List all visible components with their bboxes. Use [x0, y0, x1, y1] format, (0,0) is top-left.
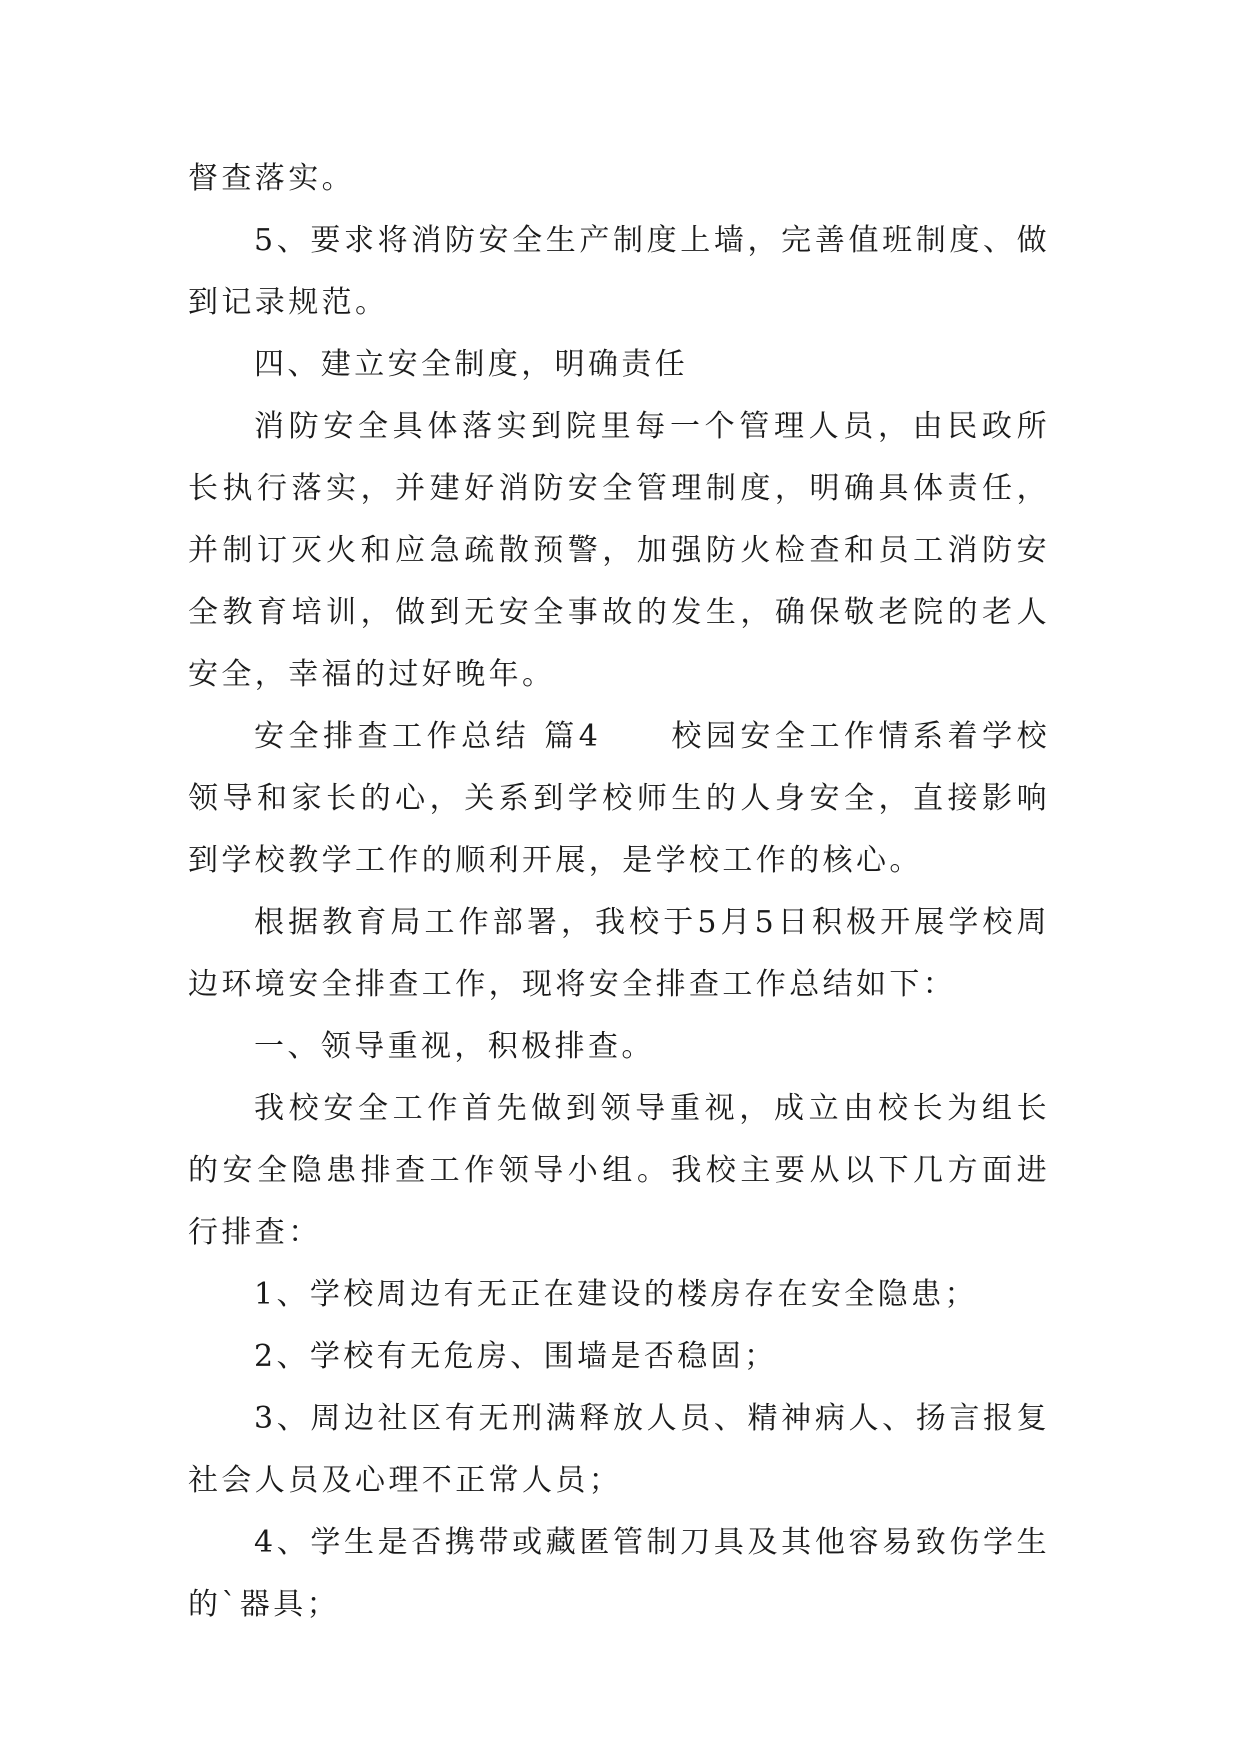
section-heading-4: 四、建立安全制度，明确责任: [254, 347, 689, 382]
document-body: [188, 148, 1050, 1636]
list-item-1: 1、学校周边有无正在建设的楼房存在安全隐患；: [254, 1277, 978, 1312]
list-item-2: 2、学校有无危房、围墙是否稳固；: [254, 1339, 778, 1374]
paragraph-continuation: 督查落实。: [188, 161, 355, 196]
section-heading-1: 一、领导重视，积极排查。: [254, 1029, 655, 1064]
paragraph-summary-intro: 安全排查工作总结 篇4 校园安全工作情系着学校领导和家长的心，关系到学校师生的人身安全，直接影响到学校教学工作的顺利开展，是学校工作的核心。: [188, 719, 1050, 878]
paragraph-item-5: 5、要求将消防安全生产制度上墙，完善值班制度、做到记录规范。: [188, 223, 1050, 320]
list-item-4: 4、学生是否携带或藏匿管制刀具及其他容易致伤学生的`器具；: [188, 1525, 1050, 1622]
paragraph-fire-safety: 消防安全具体落实到院里每一个管理人员，由民政所长执行落实，并建好消防安全管理制度，明确具体责任，并制订灭火和应急疏散预警，加强防火检查和员工消防安全教育培训，做到无安全事故的发生，确保敬老院的老人安全，幸福的过好晚年。: [188, 409, 1050, 692]
paragraph-leadership: 我校安全工作首先做到领导重视，成立由校长为组长的安全隐患排查工作领导小组。我校主要从以下几方面进行排查：: [188, 1091, 1050, 1250]
list-item-3: 3、周边社区有无刑满释放人员、精神病人、扬言报复社会人员及心理不正常人员；: [188, 1401, 1050, 1498]
paragraph-deployment: 根据教育局工作部署，我校于5月5日积极开展学校周边环境安全排查工作，现将安全排查工作总结如下：: [188, 905, 1050, 1002]
